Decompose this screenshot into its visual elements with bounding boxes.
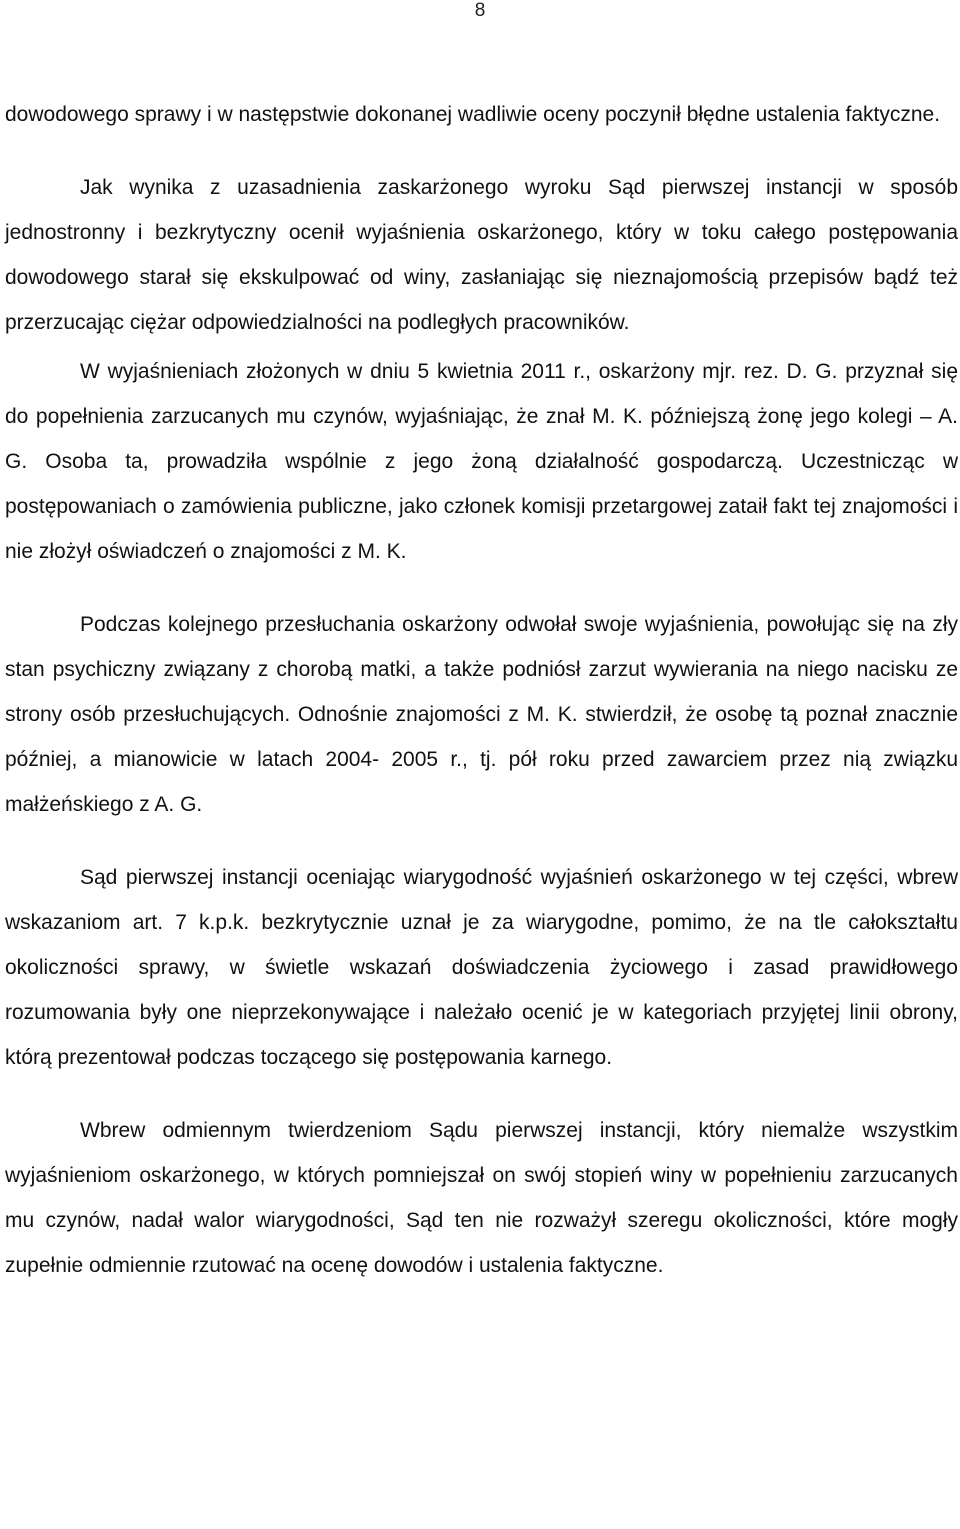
paragraph-continuation: dowodowego sprawy i w następstwie dokonanej wadliwie oceny poczynił błędne ustalenia faktyczne. — [5, 103, 941, 126]
paragraph: Jak wynika z uzasadnienia zaskarżonego wyroku Sąd pierwszej instancji w sposób jednostronny i bezkrytyczny ocenił wyjaśnienia oskarżonego, który w toku całego postępowania dowodowego starał się ekskulpować od winy, zasłaniając się nieznajomością przepisów bądź też przerzucając ciężar odpowiedzialności na podległych pracowników. — [5, 176, 958, 334]
paragraph-gap — [5, 1080, 958, 1108]
paragraph: Sąd pierwszej instancji oceniając wiarygodność wyjaśnień oskarżonego w tej części, wbrew wskazaniom art. 7 k.p.k. bezkrytycznie uznał je za wiarygodne, pomimo, że na tle całokształtu okoliczności sprawy, w świetle wskazań doświadczenia życiowego i zasad prawidłowego rozumowania były one nieprzekonywające i należało ocenić je w kategoriach przyjętej linii obrony, którą prezentował podczas toczącego się postępowania karnego. — [5, 866, 958, 1069]
paragraph-gap — [5, 137, 958, 165]
paragraph: W wyjaśnieniach złożonych w dniu 5 kwietnia 2011 r., oskarżony mjr. rez. D. G. przyznał się do popełnienia zarzucanych mu czynów, wyjaśniając, że znał M. K. późniejszą żonę jego kolegi – A. G. Osoba ta, prowadziła wspólnie z jego żoną działalność gospodarczą. Uczestnicząc w postępowaniach o zamówienia publiczne, jako członek komisji przetargowej zataił fakt tej znajomości i nie złożył oświadczeń o znajomości z M. K. — [5, 360, 958, 563]
document-body — [5, 92, 958, 1288]
paragraph: Wbrew odmiennym twierdzeniom Sądu pierwszej instancji, który niemalże wszystkim wyjaśnieniom oskarżonego, w których pomniejszał on swój stopień winy w popełnieniu zarzucanych mu czynów, nadał walor wiarygodności, Sąd ten nie rozważył szeregu okoliczności, które mogły zupełnie odmiennie rzutować na ocenę dowodów i ustalenia faktyczne. — [5, 1119, 958, 1277]
page-number: 8 — [474, 0, 486, 21]
paragraph-gap — [5, 827, 958, 855]
paragraph: Podczas kolejnego przesłuchania oskarżony odwołał swoje wyjaśnienia, powołując się na zły stan psychiczny związany z chorobą matki, a także podniósł zarzut wywierania na niego nacisku ze strony osób przesłuchujących. Odnośnie znajomości z M. K. stwierdził, że osobę tą poznał znacznie później, a mianowicie w latach 2004- 2005 r., tj. pół roku przed zawarciem przez nią związku małżeńskiego z A. G. — [5, 613, 958, 816]
paragraph-gap — [5, 574, 958, 602]
